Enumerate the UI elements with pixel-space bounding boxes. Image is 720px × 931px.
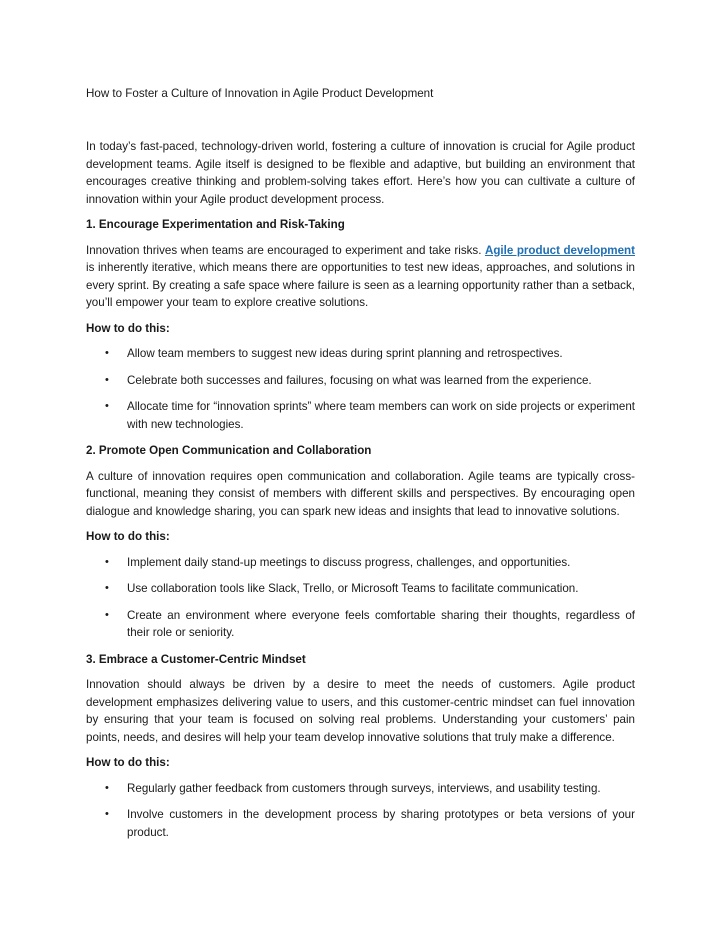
section-1-howto: How to do this: (86, 321, 170, 335)
section-3-bullet-list (86, 780, 635, 842)
list-item (86, 398, 635, 433)
list-item (86, 580, 635, 598)
bullet-icon: • (105, 808, 109, 820)
list-item-text: Implement daily stand-up meetings to discuss progress, challenges, and opportunities. (127, 555, 571, 569)
list-item-text: Regularly gather feedback from customers through surveys, interviews, and usability testing. (127, 781, 601, 795)
list-item (86, 372, 635, 390)
section-2-paragraph: A culture of innovation requires open communication and collaboration. Agile teams are typically cross-functional, meaning they consist of members with different skills and perspectives. By encouraging open dialogue and knowledge sharing, you can spark new ideas and insights that lead to innovative solutions. (86, 469, 635, 518)
document-title: How to Foster a Culture of Innovation in Agile Product Development (86, 87, 434, 100)
list-item (86, 345, 635, 363)
section-1-text-end: is inherently iterative, which means there are opportunities to test new ideas, approaches, and solutions in every sprint. By creating a safe space where failure is seen as a learning opportunity rather than a setback, you’ll empower your team to explore creative solutions. (86, 261, 635, 309)
section-3-paragraph: Innovation should always be driven by a desire to meet the needs of customers. Agile product development emphasizes delivering value to users, and this customer-centric mindset can fuel innovation by ensuring that your team is focused on solving real problems. Understanding your customers’ pain points, needs, and desires will help your team develop innovative solutions that truly make a difference. (86, 678, 635, 744)
list-item-text: Use collaboration tools like Slack, Trello, or Microsoft Teams to facilitate communication. (127, 582, 579, 595)
section-1-text-start: Innovation thrives when teams are encouraged to experiment and take risks. (86, 243, 485, 257)
list-item-text: Involve customers in the development process by sharing prototypes or beta versions of your product. (127, 808, 635, 839)
section-3-howto: How to do this: (86, 756, 170, 769)
section-2-bullet-list (86, 554, 635, 642)
list-item (86, 806, 635, 841)
section-3-heading: 3. Embrace a Customer-Centric Mindset (86, 652, 306, 666)
section-1-bullet-list (86, 345, 635, 433)
section-2-howto: How to do this: (86, 530, 170, 543)
list-item (86, 780, 635, 798)
list-item (86, 607, 635, 642)
section-1-heading: 1. Encourage Experimentation and Risk-Taking (86, 218, 345, 231)
bullet-icon: • (105, 608, 109, 621)
bullet-icon: • (105, 781, 109, 794)
section-1-paragraph (86, 242, 635, 312)
list-item-text: Allow team members to suggest new ideas during sprint planning and retrospectives. (127, 347, 563, 360)
bullet-icon: • (105, 347, 109, 359)
agile-product-development-link[interactable]: Agile product development (484, 243, 635, 257)
section-2-heading: 2. Promote Open Communication and Collaboration (86, 444, 372, 457)
list-item-text: Create an environment where everyone feels comfortable sharing their thoughts, regardless of their role or seniority. (127, 608, 635, 639)
list-item-text: Allocate time for “innovation sprints” where team members can work on side projects or experiment with new technologies. (127, 400, 635, 431)
list-item (86, 554, 635, 572)
bullet-icon: • (105, 555, 109, 568)
intro-paragraph: In today’s fast-paced, technology-driven world, fostering a culture of innovation is crucial for Agile product development teams. Agile itself is designed to be flexible and adaptive, but building an environment that encourages creative thinking and problem-solving takes effort. Here’s how you can cultivate a culture of innovation within your Agile product development process. (86, 140, 635, 206)
bullet-icon: • (105, 582, 109, 594)
bullet-icon: • (105, 400, 109, 412)
bullet-icon: • (105, 373, 109, 386)
list-item-text: Celebrate both successes and failures, focusing on what was learned from the experience. (127, 373, 592, 387)
